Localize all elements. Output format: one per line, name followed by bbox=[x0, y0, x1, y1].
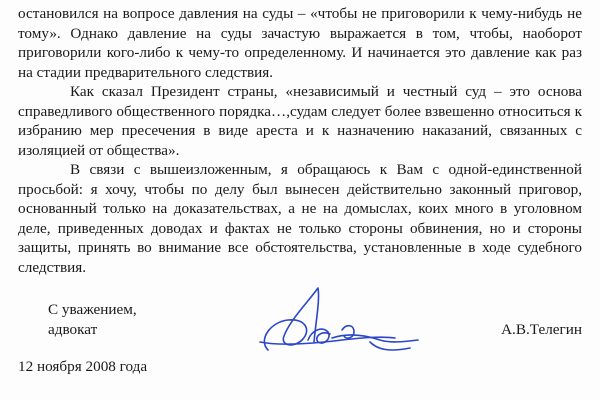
letter-body bbox=[18, 4, 582, 277]
paragraph-1: остановился на вопросе давления на суды – «чтобы не приговорили к чему-нибудь не тому». Однако давление на суды зачастую выражается в том, чтобы, наоборот приговорили кого-либо к чему-то определенному. И начинается это давление как раз на стадии предварительного следствия. bbox=[18, 5, 582, 81]
letter-date: 12 ноября 2008 года bbox=[18, 358, 148, 375]
paragraph-2: Как сказал Президент страны, «независимый и честный суд – это основа справедливого общественного порядка…,судам следует более взвешенно относиться к избранию мер пресечения в виде ареста и к назначению наказаний, связанных с изоляцией от общества». bbox=[18, 83, 582, 159]
paragraph-3: В связи с вышеизложенным, я обращаюсь к Вам с одной-единственной просьбой: я хочу, чтобы по делу был вынесен действительно законный приговор, основанный только на доказательствах, а не на домыслах, коих много в уголовном деле, приведенных доводах и фактах не только стороны обвинения, но и стороны защиты, принять во внимание все обстоятельства, установленные в ходе судебного следствия. bbox=[18, 161, 582, 276]
closing-phrase: С уважением, bbox=[48, 301, 137, 318]
closing-block bbox=[48, 300, 137, 339]
author-title: адвокат bbox=[48, 320, 98, 338]
handwritten-signature bbox=[250, 280, 440, 370]
signature-strokes bbox=[260, 288, 418, 350]
author-name: А.В.Телегин bbox=[501, 321, 582, 338]
